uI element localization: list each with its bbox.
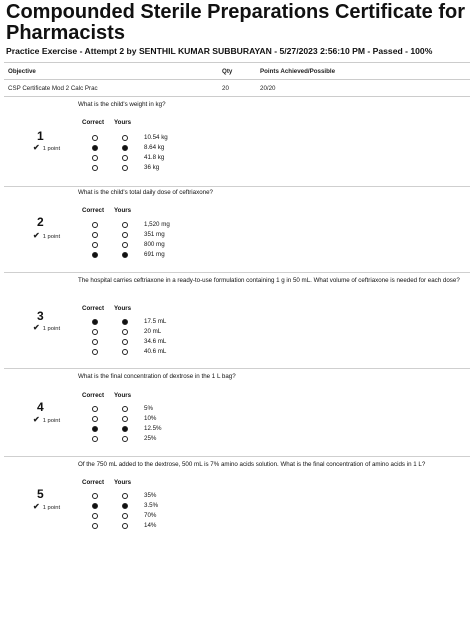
answer-option <box>92 511 292 521</box>
yours-radio-icon <box>122 155 128 161</box>
correct-radio-icon <box>92 222 98 228</box>
correct-radio-icon <box>92 319 98 325</box>
answer-option <box>92 404 292 414</box>
option-label: 8.64 kg <box>144 144 165 151</box>
correct-radio-icon <box>92 252 98 258</box>
option-label: 17.5 mL <box>144 318 167 325</box>
question-points: ✔ 1 point <box>33 502 61 511</box>
answer-option <box>92 317 292 327</box>
objective-table <box>4 62 470 97</box>
correct-radio-icon <box>92 503 98 509</box>
answer-option <box>92 153 292 163</box>
answer-option <box>92 521 292 531</box>
yours-radio-icon <box>122 232 128 238</box>
yours-radio-icon <box>122 426 128 432</box>
objective-cell: CSP Certificate Mod 2 Calc Prac <box>4 80 218 97</box>
question-block <box>4 186 470 273</box>
option-label: 10.54 kg <box>144 134 168 141</box>
correct-radio-icon <box>92 242 98 248</box>
answer-option <box>92 347 292 357</box>
yours-radio-icon <box>122 319 128 325</box>
correct-radio-icon <box>92 426 98 432</box>
answer-option <box>92 133 292 143</box>
question-number: 5 <box>37 487 44 501</box>
points-cell: 20/20 <box>256 80 470 97</box>
option-label: 10% <box>144 415 157 422</box>
option-label: 800 mg <box>144 241 165 248</box>
yours-column-label: Yours <box>114 207 132 214</box>
checkmark-icon: ✔ <box>33 323 40 332</box>
question-text: What is the child's weight in kg? <box>78 101 166 108</box>
yours-radio-icon <box>122 252 128 258</box>
option-label: 25% <box>144 435 157 442</box>
option-label: 351 mg <box>144 231 165 238</box>
correct-radio-icon <box>92 513 98 519</box>
checkmark-icon: ✔ <box>33 502 40 511</box>
yours-column-label: Yours <box>114 305 132 312</box>
yours-column-label: Yours <box>114 392 132 399</box>
qty-cell: 20 <box>218 80 256 97</box>
yours-radio-icon <box>122 436 128 442</box>
column-header-points: Points Achieved/Possible <box>256 63 470 80</box>
question-points: ✔ 1 point <box>33 231 61 240</box>
yours-radio-icon <box>122 523 128 529</box>
answer-option <box>92 424 292 434</box>
option-label: 35% <box>144 492 157 499</box>
yours-radio-icon <box>122 493 128 499</box>
question-block <box>4 98 470 187</box>
answer-option <box>92 491 292 501</box>
question-text: What is the final concentration of dextrose in the 1 L bag? <box>78 373 236 380</box>
yours-radio-icon <box>122 145 128 151</box>
answer-option <box>92 337 292 347</box>
option-label: 36 kg <box>144 164 160 171</box>
correct-radio-icon <box>92 493 98 499</box>
answer-option <box>92 434 292 444</box>
option-label: 41.8 kg <box>144 154 165 161</box>
page-title: Compounded Sterile Preparations Certificate for Pharmacists <box>6 1 465 44</box>
question-block <box>4 456 470 540</box>
yours-radio-icon <box>122 406 128 412</box>
table-header-row <box>4 63 470 80</box>
answer-option <box>92 143 292 153</box>
question-points: ✔ 1 point <box>33 415 61 424</box>
answer-option <box>92 250 292 260</box>
correct-column-label: Correct <box>82 207 105 214</box>
correct-column-label: Correct <box>82 305 105 312</box>
question-number: 4 <box>37 400 44 414</box>
question-points: ✔ 1 point <box>33 323 61 332</box>
option-label: 34.6 mL <box>144 338 167 345</box>
yours-radio-icon <box>122 242 128 248</box>
correct-radio-icon <box>92 329 98 335</box>
answer-option <box>92 501 292 511</box>
column-header-qty: Qty <box>218 63 256 80</box>
question-points: ✔ 1 point <box>33 143 61 152</box>
yours-radio-icon <box>122 222 128 228</box>
yours-radio-icon <box>122 339 128 345</box>
yours-radio-icon <box>122 503 128 509</box>
option-label: 5% <box>144 405 153 412</box>
checkmark-icon: ✔ <box>33 143 40 152</box>
answer-option <box>92 414 292 424</box>
correct-radio-icon <box>92 406 98 412</box>
option-label: 70% <box>144 512 157 519</box>
correct-radio-icon <box>92 145 98 151</box>
correct-radio-icon <box>92 165 98 171</box>
answer-option <box>92 163 292 173</box>
answer-option <box>92 230 292 240</box>
option-label: 1,520 mg <box>144 221 170 228</box>
answer-option <box>92 327 292 337</box>
option-label: 20 mL <box>144 328 162 335</box>
question-number: 2 <box>37 215 44 229</box>
yours-radio-icon <box>122 135 128 141</box>
correct-column-label: Correct <box>82 392 105 399</box>
correct-column-label: Correct <box>82 479 105 486</box>
correct-radio-icon <box>92 135 98 141</box>
option-label: 40.6 mL <box>144 348 167 355</box>
correct-radio-icon <box>92 232 98 238</box>
question-text: The hospital carries ceftriaxone in a ready-to-use formulation containing 1 g in 50 mL. What volume of ceftriaxone is needed for each dose? <box>78 277 460 284</box>
answer-option <box>92 240 292 250</box>
table-row <box>4 80 470 97</box>
question-number: 3 <box>37 309 44 323</box>
correct-radio-icon <box>92 436 98 442</box>
attempt-summary: Practice Exercise - Attempt 2 by SENTHIL KUMAR SUBBURAYAN - 5/27/2023 2:56:10 PM - Passed - 100% <box>6 46 433 56</box>
yours-radio-icon <box>122 329 128 335</box>
correct-radio-icon <box>92 155 98 161</box>
question-block <box>4 272 470 369</box>
yours-column-label: Yours <box>114 119 132 126</box>
correct-radio-icon <box>92 416 98 422</box>
checkmark-icon: ✔ <box>33 415 40 424</box>
column-header-objective: Objective <box>4 63 218 80</box>
question-text: Of the 750 mL added to the dextrose, 500 mL is 7% amino acids solution. What is the final concentration of amino acids in 1 L? <box>78 461 426 468</box>
checkmark-icon: ✔ <box>33 231 40 240</box>
yours-column-label: Yours <box>114 479 132 486</box>
question-text: What is the child's total daily dose of ceftriaxone? <box>78 189 213 196</box>
option-label: 12.5% <box>144 425 162 432</box>
option-label: 3.5% <box>144 502 159 509</box>
option-label: 14% <box>144 522 157 529</box>
yours-radio-icon <box>122 416 128 422</box>
question-number: 1 <box>37 129 44 143</box>
option-label: 691 mg <box>144 251 165 258</box>
correct-radio-icon <box>92 349 98 355</box>
question-block <box>4 368 470 457</box>
correct-radio-icon <box>92 523 98 529</box>
yours-radio-icon <box>122 165 128 171</box>
correct-column-label: Correct <box>82 119 105 126</box>
yours-radio-icon <box>122 513 128 519</box>
answer-option <box>92 220 292 230</box>
correct-radio-icon <box>92 339 98 345</box>
yours-radio-icon <box>122 349 128 355</box>
